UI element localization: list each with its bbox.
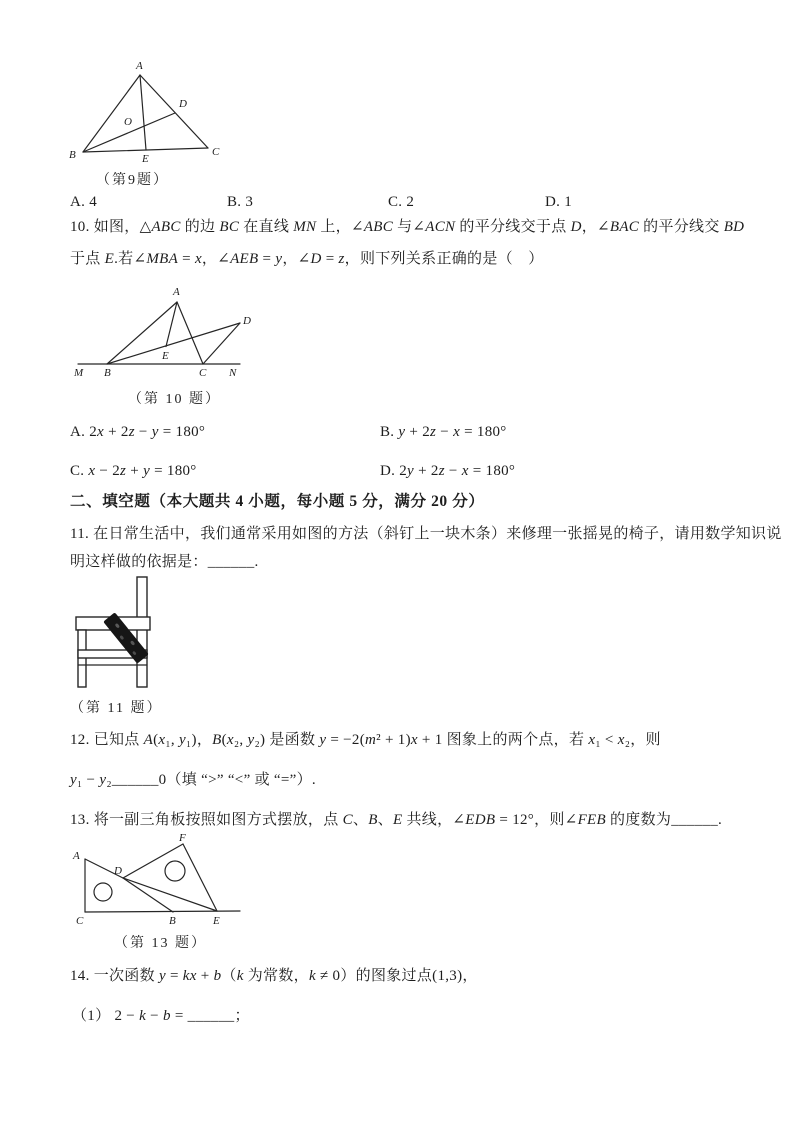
q10-option-d: D. 2y + 2z − x = 180° (380, 463, 516, 479)
fig10-side-AC (177, 302, 203, 364)
figure-q9-triangle (58, 48, 223, 166)
fig10-label-N: N (229, 367, 237, 379)
q9-option-d: D. 1 (545, 194, 573, 210)
question-10-line-2: 于点 E.若∠MBA = x，∠AEB = y，∠D = z，则下列关系正确的是（ ） (70, 251, 544, 267)
figure-q11-caption: （第 11 题） (70, 701, 163, 716)
chair-back-post (137, 577, 147, 687)
fig10-bisector-BD (107, 323, 240, 364)
question-12-line-1: 12. 已知点 A(x₁, y₁)，B(x₂, y₂) 是函数 y = −2(m² + 1)x + 1 图象上的两个点，若 x₁ < x₂，则 (70, 732, 661, 748)
section-2-header: 二、填空题（本大题共 4 小题，每小题 5 分，满分 20 分） (70, 493, 485, 510)
fig9-label-D: D (179, 98, 187, 110)
fig9-label-O: O (124, 116, 132, 128)
question-11-line-2: 明这样做的依据是：______. (70, 554, 259, 570)
fig10-label-E: E (162, 350, 169, 362)
fig10-label-C: C (199, 367, 207, 379)
question-12-line-2: y₁ − y₂______0（填 “>” “<” 或 “=”）. (70, 772, 316, 788)
figure-q13-caption: （第 13 题） (114, 936, 207, 951)
q10-option-b: B. y + 2z − x = 180° (380, 424, 507, 440)
fig13-label-B: B (169, 915, 176, 927)
figure-q9-caption: （第9题） (96, 173, 169, 188)
fig9-label-E: E (142, 153, 149, 165)
fig13-hypotenuse-ADB (85, 859, 173, 912)
fig13-label-C: C (76, 915, 84, 927)
fig9-side-AC (140, 75, 208, 148)
q10-option-c: C. x − 2z + y = 180° (70, 463, 197, 479)
fig13-hole-right (165, 861, 185, 881)
question-14-line-1: 14. 一次函数 y = kx + b（k 为常数，k ≠ 0）的图象过点(1,3)， (70, 968, 478, 984)
question-11-line-1: 11. 在日常生活中，我们通常采用如图的方法（斜钉上一块木条）来修理一张摇晃的椅子，请用数学知识说 (70, 526, 782, 542)
fig9-label-C: C (212, 146, 220, 158)
figure-q11-chair (72, 574, 157, 692)
q9-option-b: B. 3 (227, 194, 254, 210)
fig13-hole-left (94, 883, 112, 901)
question-13-line-1: 13. 将一副三角板按照如图方式摆放，点 C、B、E 共线，∠EDB = 12°，则∠FEB 的度数为______. (70, 812, 723, 828)
fig13-label-D: D (114, 865, 122, 877)
fig9-label-B: B (69, 149, 76, 161)
fig13-label-E: E (213, 915, 220, 927)
fig10-label-B: B (104, 367, 111, 379)
question-14-part-1: （1） 2 − k − b = ______； (72, 1008, 250, 1024)
fig13-label-A: A (73, 850, 80, 862)
fig10-label-D: D (243, 315, 251, 327)
figure-q10-caption: （第 10 题） (128, 392, 221, 407)
fig10-label-M: M (74, 367, 84, 379)
q9-option-c: C. 2 (388, 194, 415, 210)
fig13-label-F: F (179, 832, 186, 844)
q10-option-a: A. 2x + 2z − y = 180° (70, 424, 206, 440)
figure-q13-set-squares (60, 831, 250, 928)
fig10-bisector-AE (166, 302, 177, 347)
question-10-line-1: 10. 如图，△ABC 的边 BC 在直线 MN 上，∠ABC 与∠ACN 的平分线交于点 D，∠BAC 的平分线交 BD (70, 219, 745, 235)
figure-q10-triangles (66, 283, 251, 383)
fig10-label-A: A (173, 286, 180, 298)
fig9-cevian-AE (140, 75, 146, 150)
q9-option-a: A. 4 (70, 194, 98, 210)
fig9-label-A: A (136, 60, 143, 72)
